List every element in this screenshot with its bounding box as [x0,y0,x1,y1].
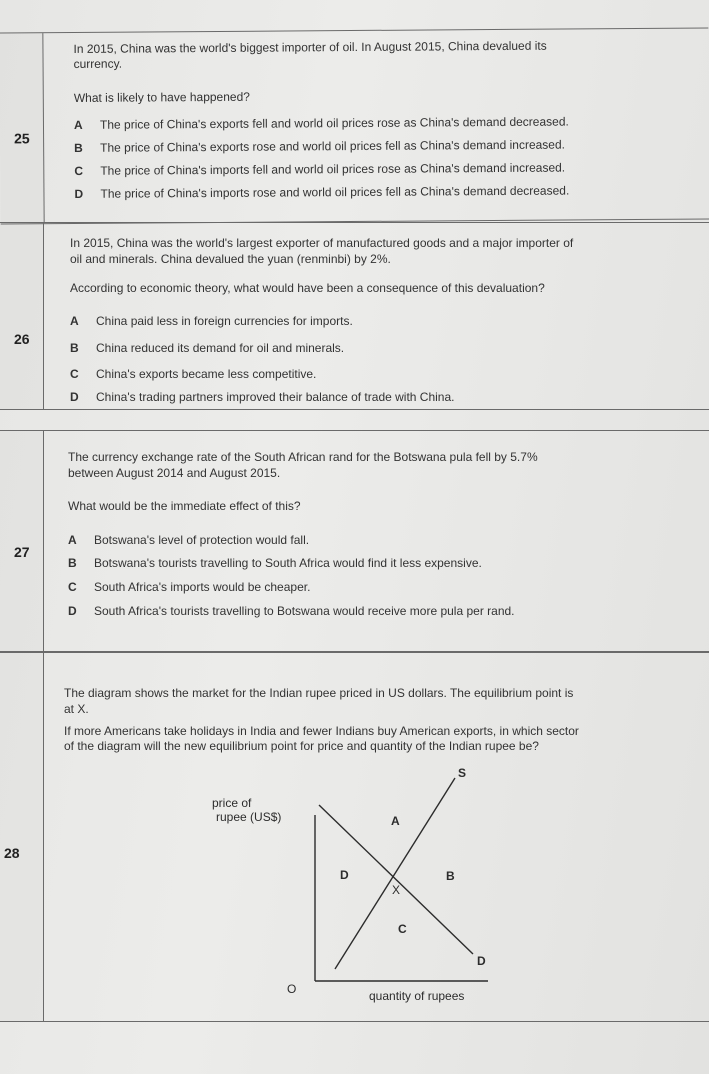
question-stem: In 2015, China was the world's largest exporter of manufactured goods and a major importer of [70,236,574,250]
sector-b-label: B [446,869,455,883]
question-stem: The currency exchange rate of the South African rand for the Botswana pula fell by 5.7% [68,450,538,464]
question-28 [0,652,709,1022]
question-stem-continued: currency. [73,56,123,71]
question-number: 25 [14,130,30,147]
option-a[interactable]: A Botswana's level of protection would fall. [68,533,310,547]
option-b[interactable]: B Botswana's tourists travelling to South Africa would find it less expensive. [68,556,482,570]
question-prompt: If more Americans take holidays in India and fewer Indians buy American exports, in which sector [64,724,579,738]
question-stem-continued: at X. [64,702,89,716]
question-stem: The diagram shows the market for the Indian rupee priced in US dollars. The equilibrium point is [64,686,574,700]
question-number-column [0,33,45,223]
question-stem: In 2015, China was the world's biggest importer of oil. In August 2015, China devalued its [73,38,547,56]
question-prompt: What would be the immediate effect of this? [68,499,301,513]
sector-d-label: D [340,868,349,882]
question-stem-continued: between August 2014 and August 2015. [68,466,281,480]
option-a[interactable]: A China paid less in foreign currencies for imports. [70,314,353,328]
option-a[interactable]: A The price of China's exports fell and world oil prices rose as China's demand decreased. [73,114,569,132]
option-d[interactable]: D China's trading partners improved their balance of trade with China. [70,390,455,404]
option-d[interactable]: D The price of China's imports rose and world oil prices fell as China's demand decreased. [74,183,570,201]
option-d[interactable]: D South Africa's tourists travelling to Botswana would receive more pula per rand. [68,604,515,618]
question-prompt: What is likely to have happened? [73,89,250,105]
supply-curve [335,778,455,969]
question-number-column [0,223,44,409]
origin-label: O [287,982,297,996]
question-27 [0,430,709,652]
supply-label: S [458,766,467,780]
question-number-column [0,431,44,651]
y-axis-label-line-1: price of [212,796,252,810]
option-c[interactable]: C The price of China's imports fell and world oil prices rose as China's demand increased. [74,160,566,178]
question-stem-continued: oil and minerals. China devalued the yuan (renminbi) by 2%. [70,252,391,266]
question-number: 26 [14,331,30,347]
question-25 [0,28,709,225]
option-b[interactable]: B The price of China's exports rose and world oil prices fell as China's demand increased. [74,137,565,155]
equilibrium-label: X [392,883,401,897]
question-number: 28 [4,845,20,861]
option-c[interactable]: C South Africa's imports would be cheaper. [68,580,311,594]
question-prompt-continued: of the diagram will the new equilibrium point for price and quantity of the Indian rupee be? [64,739,539,753]
sector-a-label: A [391,814,400,828]
supply-demand-diagram [0,653,709,1023]
sector-c-label: C [398,922,407,936]
question-number: 27 [14,544,30,560]
demand-label: D [477,954,486,968]
question-26 [0,222,709,410]
option-b[interactable]: B China reduced its demand for oil and minerals. [70,341,345,355]
y-axis-label-line-2: rupee (US$) [216,810,282,824]
option-c[interactable]: C China's exports became less competitive. [70,367,317,381]
question-prompt: According to economic theory, what would have been a consequence of this devaluation? [70,281,545,295]
x-axis-label: quantity of rupees [369,989,465,1003]
